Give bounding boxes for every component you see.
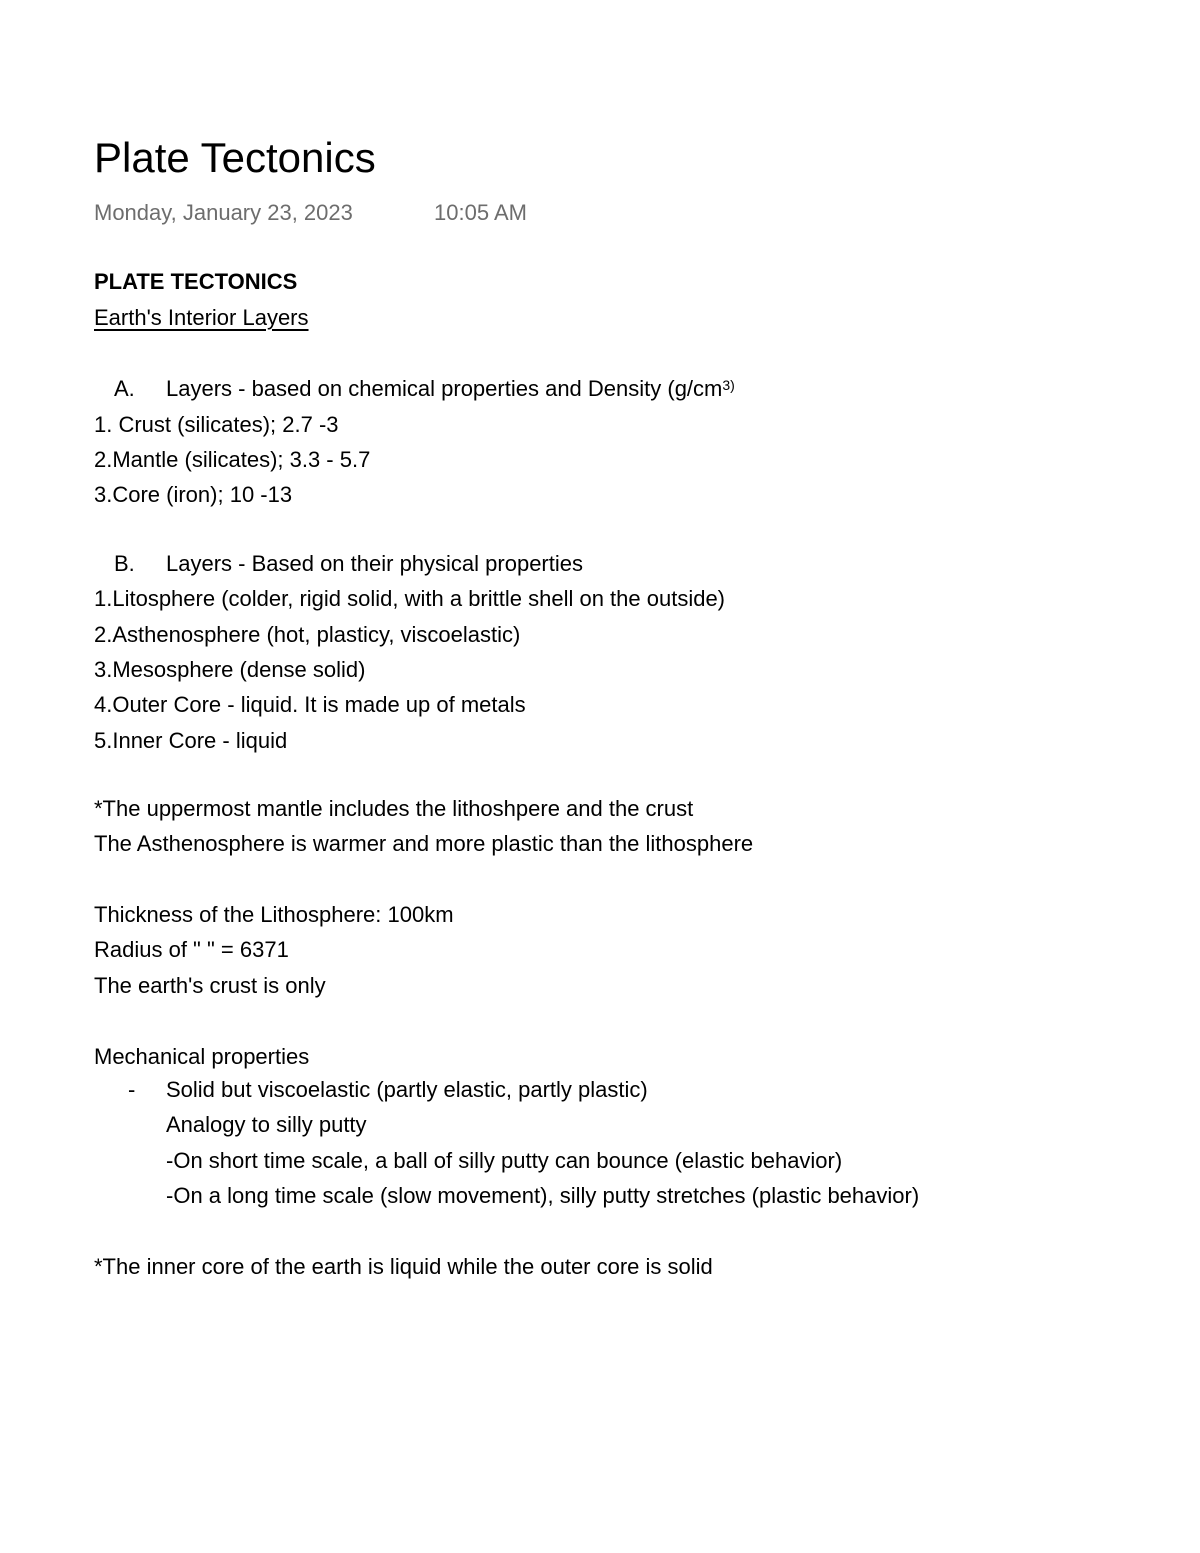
mechanical-heading: Mechanical properties [94,1044,310,1069]
section-a-sup: 3) [722,377,735,393]
mechanical-line: -On short time scale, a ball of silly putty can bounce (elastic behavior) [166,1148,843,1173]
page-time: 10:05 AM [434,200,527,225]
section-heading: PLATE TECTONICS [94,269,298,294]
mechanical-line: Analogy to silly putty [166,1112,367,1137]
list-marker-b: B. [114,551,135,576]
list-item-section-a [94,372,994,406]
final-note: *The inner core of the earth is liquid while the outer core is solid [94,1254,713,1279]
mechanical-line: Solid but viscoelastic (partly elastic, partly plastic) [166,1077,648,1102]
section-subheading: Earth's Interior Layers [94,305,309,330]
page-date: Monday, January 23, 2023 [94,200,353,225]
section-a-label: Layers - based on chemical properties and Density (g/cm [166,376,723,401]
section-b-text: Layers - Based on their physical properties [166,551,583,576]
list-marker-a: A. [114,376,135,401]
list-item: 3.Core (iron); 10 -13 [94,482,293,507]
list-item: 5.Inner Core - liquid [94,728,288,753]
list-item: 3.Mesosphere (dense solid) [94,657,366,682]
page-title: Plate Tectonics [94,134,376,181]
section-a-text [166,372,735,406]
list-item: 2.Asthenosphere (hot, plasticy, viscoelastic) [94,622,521,647]
list-item: 1. Crust (silicates); 2.7 -3 [94,412,339,437]
note-line: *The uppermost mantle includes the lithoshpere and the crust [94,796,694,821]
note-line: Radius of " " = 6371 [94,937,289,962]
bullet-dash: - [128,1077,136,1102]
note-line: The Asthenosphere is warmer and more plastic than the lithosphere [94,831,754,856]
note-line: Thickness of the Lithosphere: 100km [94,902,454,927]
list-item: 4.Outer Core - liquid. It is made up of metals [94,692,526,717]
note-line: The earth's crust is only [94,973,326,998]
list-item-section-b [94,547,994,581]
mechanical-line: -On a long time scale (slow movement), silly putty stretches (plastic behavior) [166,1183,920,1208]
list-item: 1.Litosphere (colder, rigid solid, with a brittle shell on the outside) [94,586,726,611]
list-item: 2.Mantle (silicates); 3.3 - 5.7 [94,447,371,472]
page-meta [94,196,527,230]
